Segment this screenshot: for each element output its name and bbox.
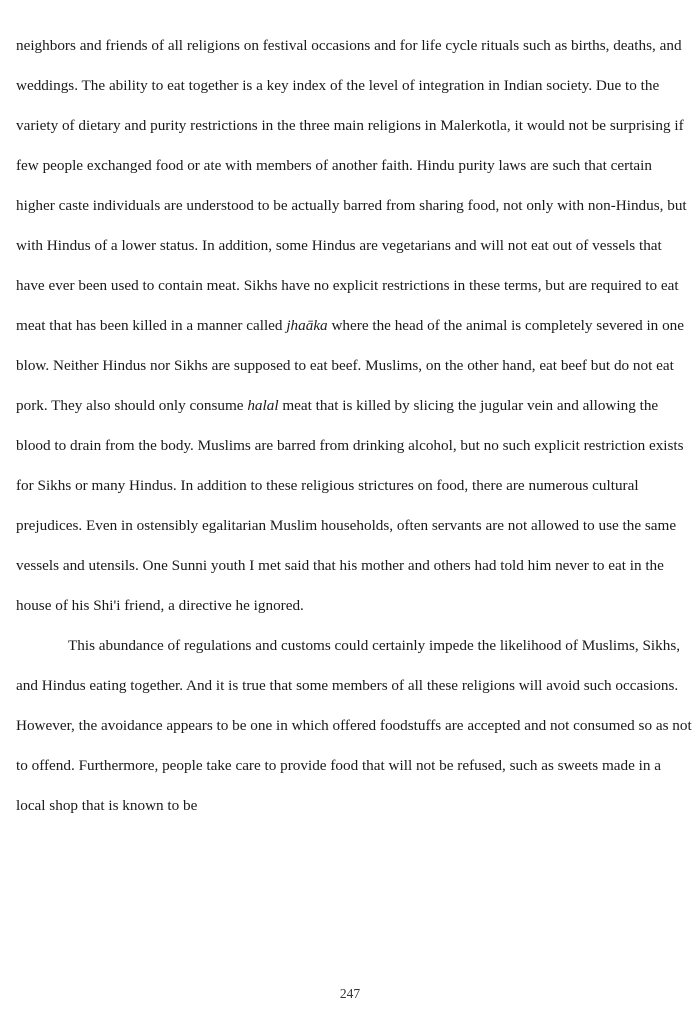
page-number: 247 <box>339 986 361 1001</box>
italic-term: jhaāka <box>286 317 328 334</box>
page-body-text <box>16 0 692 826</box>
text-run: where the head of the animal is completely severed in one blow. Neither Hindus nor Sikhs are supposed to eat beef. Muslims, on the other hand, eat beef but do not eat pork. They also should only consume <box>16 317 685 414</box>
para-continued <box>16 0 692 626</box>
para-abundance <box>16 626 692 826</box>
text-run: meat that is killed by slicing the jugular vein and allowing the blood to drain from the body. Muslims are barred from drinking alcohol, but no such explicit restriction exists for Sikhs or many Hindus. In addition to these religious strictures on food, there are numerous cultural prejudices. Even in ostensibly egalitarian Muslim households, often servants are not allowed to use the same vessels and utensils. One Sunni youth I met said that his mother and others had told him never to eat in the house of his Shi'i friend, a directive he ignored. <box>16 397 684 614</box>
text-run: This abundance of regulations and customs could certainly impede the likelihood of Muslims, Sikhs, and Hindus eating together. And it is true that some members of all these religions will avoid such occasions. However, the avoidance appears to be one in which offered foodstuffs are accepted and not consumed so as not to offend. Furthermore, people take care to provide food that will not be refused, such as sweets made in a local shop that is known to be <box>16 637 692 814</box>
text-run: neighbors and friends of all religions on festival occasions and for life cycle rituals such as births, deaths, and weddings. The ability to eat together is a key index of the level of integration in Indian society. Due to the variety of dietary and purity restrictions in the three main religions in Malerkotla, it would not be surprising if few people exchanged food or ate with members of another faith. Hindu purity laws are such that certain higher caste individuals are understood to be actually barred from sharing food, not only with non-Hindus, but with Hindus of a lower status. In addition, some Hindus are vegetarians and will not eat out of vessels that have ever been used to contain meat. Sikhs have no explicit restrictions in these terms, but are required to eat meat that has been killed in a manner called <box>16 37 687 334</box>
italic-term: halal <box>247 397 279 414</box>
